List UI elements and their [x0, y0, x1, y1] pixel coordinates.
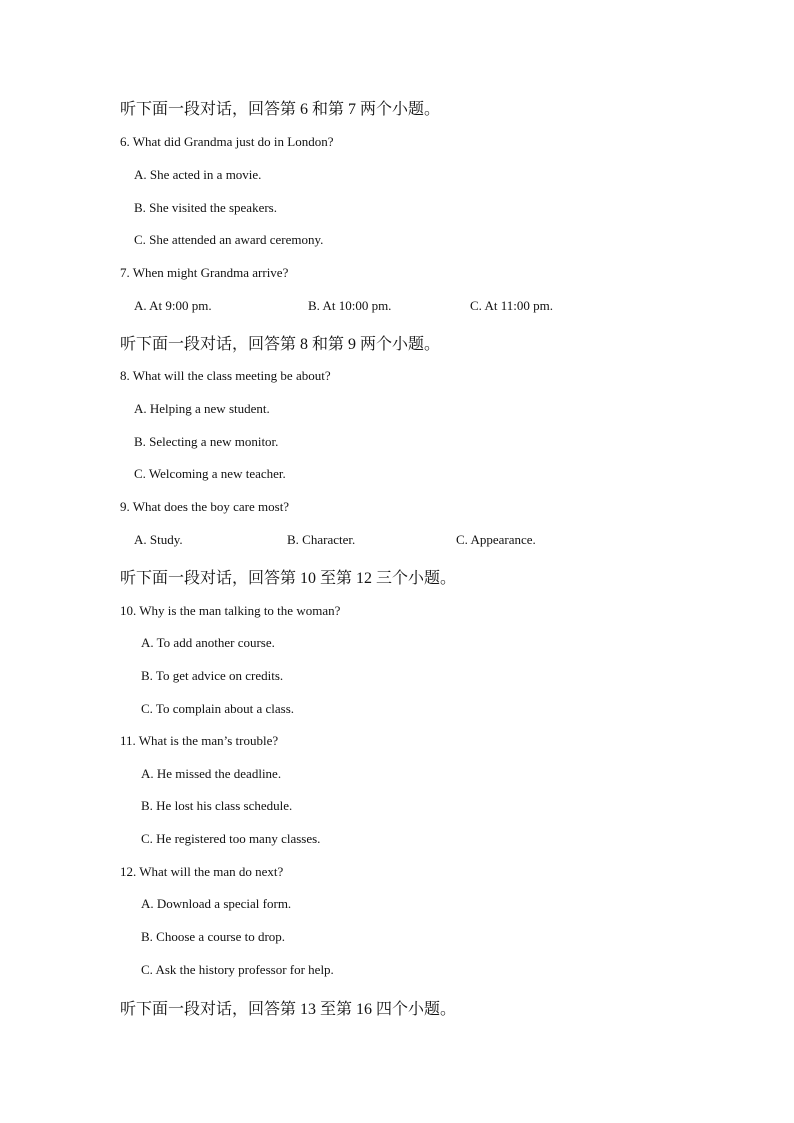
question-12-option-b: B. Choose a course to drop. [141, 929, 286, 944]
question-7-option-c: C. At 11:00 pm. [470, 298, 553, 313]
section-heading: 听下面一段对话，回答第 8 和第 9 两个小题。 [120, 336, 441, 353]
section-heading: 听下面一段对话，回答第 13 至第 16 四个小题。 [120, 1001, 457, 1018]
question-8: 8. What will the class meeting be about? [120, 368, 331, 383]
question-6-option-b: B. She visited the speakers. [134, 200, 277, 215]
question-7-option-a: A. At 9:00 pm. [134, 298, 212, 313]
question-8-option-c: C. Welcoming a new teacher. [134, 466, 286, 481]
question-9-option-c: C. Appearance. [456, 532, 536, 547]
section-heading: 听下面一段对话，回答第 6 和第 7 两个小题。 [120, 101, 441, 118]
question-8-option-a: A. Helping a new student. [134, 401, 270, 416]
question-7: 7. When might Grandma arrive? [120, 265, 289, 280]
section-heading: 听下面一段对话，回答第 10 至第 12 三个小题。 [120, 570, 457, 587]
question-10-option-b: B. To get advice on credits. [141, 668, 284, 683]
question-8-option-b: B. Selecting a new monitor. [134, 434, 279, 449]
question-10: 10. Why is the man talking to the woman? [120, 603, 341, 618]
question-12: 12. What will the man do next? [120, 864, 284, 879]
question-11-option-a: A. He missed the deadline. [141, 766, 282, 781]
question-6-option-a: A. She acted in a movie. [134, 167, 262, 182]
question-9-option-a: A. Study. [134, 532, 183, 547]
question-11: 11. What is the man’s trouble? [120, 733, 279, 748]
question-11-option-c: C. He registered too many classes. [141, 831, 321, 846]
question-10-option-c: C. To complain about a class. [141, 701, 295, 716]
question-9-option-b: B. Character. [287, 532, 356, 547]
question-12-option-c: C. Ask the history professor for help. [141, 962, 334, 977]
question-12-option-a: A. Download a special form. [141, 896, 292, 911]
question-10-option-a: A. To add another course. [141, 635, 275, 650]
question-7-option-b: B. At 10:00 pm. [308, 298, 392, 313]
question-6: 6. What did Grandma just do in London? [120, 134, 334, 149]
question-11-option-b: B. He lost his class schedule. [141, 798, 293, 813]
question-6-option-c: C. She attended an award ceremony. [134, 232, 324, 247]
question-9: 9. What does the boy care most? [120, 499, 290, 514]
